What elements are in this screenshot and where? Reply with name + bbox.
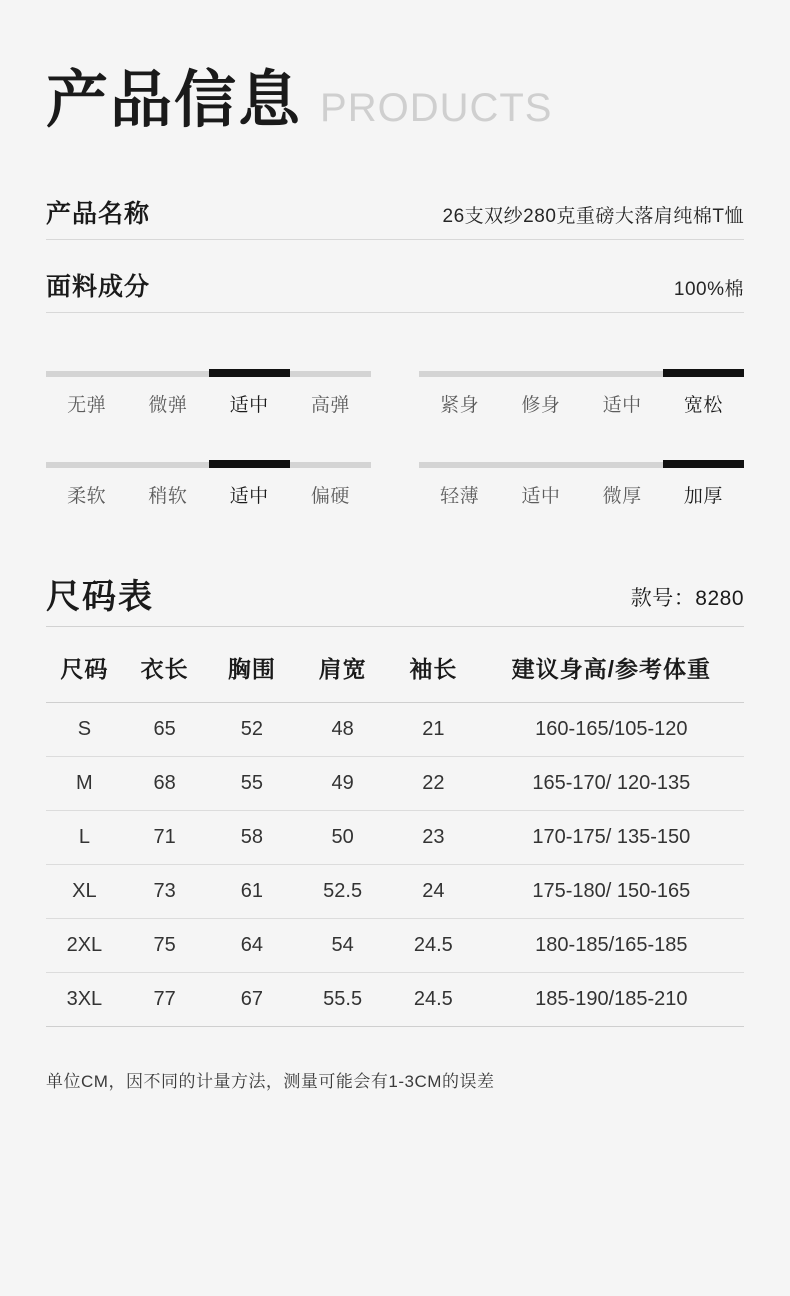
- scale-option: 修身: [521, 395, 561, 416]
- column-header-size: 尺码: [60, 655, 109, 682]
- scale-segment: [500, 462, 581, 468]
- cell-shoulder: 48: [297, 702, 388, 756]
- scale-segment-active: [663, 369, 744, 377]
- scale-option: 无弹: [67, 395, 107, 416]
- cell-sleeve: 22: [388, 756, 479, 810]
- scale-elasticity: [46, 371, 371, 417]
- info-label: 面料成分: [46, 273, 151, 301]
- table-row: [46, 810, 744, 864]
- page-title: 产品信息: [46, 66, 303, 135]
- scale-option: 适中: [521, 486, 561, 507]
- page-header: [0, 0, 790, 135]
- scale-segment-active: [209, 460, 290, 468]
- attribute-scales: [0, 371, 790, 508]
- scale-labels: [46, 390, 371, 417]
- scale-segment: [419, 462, 500, 468]
- style-number: 款号：8280: [630, 586, 744, 610]
- table-row: [46, 864, 744, 918]
- cell-size: M: [46, 756, 123, 810]
- cell-length: 73: [123, 864, 207, 918]
- cell-length: 65: [123, 702, 207, 756]
- scale-option: 偏硬: [310, 486, 350, 507]
- column-header-sleeve: 袖长: [409, 655, 458, 682]
- cell-chest: 52: [207, 702, 298, 756]
- scale-labels: [419, 390, 744, 417]
- scale-option: 高弹: [310, 395, 350, 416]
- cell-length: 71: [123, 810, 207, 864]
- cell-size: XL: [46, 864, 123, 918]
- column-header-chest: 胸围: [227, 655, 276, 682]
- scale-option: 轻薄: [440, 486, 480, 507]
- scale-segment-active: [663, 460, 744, 468]
- cell-recommend: 185-190/185-210: [479, 972, 744, 1026]
- scale-track: [46, 462, 371, 468]
- table-row: [46, 702, 744, 756]
- info-row-product-name: [46, 194, 744, 240]
- scale-thickness: [419, 462, 744, 508]
- scale-segment: [127, 371, 208, 377]
- scale-option: 微弹: [148, 395, 188, 416]
- cell-recommend: 165-170/ 120-135: [479, 756, 744, 810]
- table-header-row: [46, 629, 744, 703]
- cell-length: 75: [123, 918, 207, 972]
- scale-track: [46, 371, 371, 377]
- scale-option: 稍软: [148, 486, 188, 507]
- cell-sleeve: 23: [388, 810, 479, 864]
- scale-segment: [582, 371, 663, 377]
- scale-segment: [582, 462, 663, 468]
- scale-option-selected: 适中: [229, 486, 269, 507]
- scale-segment: [500, 371, 581, 377]
- scale-labels: [419, 481, 744, 508]
- cell-chest: 64: [207, 918, 298, 972]
- cell-size: 2XL: [46, 918, 123, 972]
- product-info-list: [0, 194, 790, 313]
- cell-recommend: 180-185/165-185: [479, 918, 744, 972]
- cell-shoulder: 49: [297, 756, 388, 810]
- info-value: 100%棉: [673, 279, 744, 300]
- info-value: 26支双纱280克重磅大落肩纯棉T恤: [442, 206, 744, 227]
- column-header-shoulder: 肩宽: [318, 655, 367, 682]
- measurement-footnote: 单位CM，因不同的计量方法，测量可能会有1-3CM的误差: [46, 1071, 495, 1091]
- scale-segment: [127, 462, 208, 468]
- scale-track: [419, 462, 744, 468]
- scale-segment: [290, 371, 371, 377]
- page-title-en: PRODUCTS: [320, 86, 553, 130]
- scale-option-selected: 适中: [229, 395, 269, 416]
- cell-size: S: [46, 702, 123, 756]
- size-chart-title: 尺码表: [46, 578, 154, 616]
- cell-shoulder: 55.5: [297, 972, 388, 1026]
- scale-fit: [419, 371, 744, 417]
- cell-recommend: 160-165/105-120: [479, 702, 744, 756]
- scale-option: 紧身: [440, 395, 480, 416]
- cell-sleeve: 24.5: [388, 972, 479, 1026]
- scale-option: 柔软: [67, 486, 107, 507]
- scale-segment: [419, 371, 500, 377]
- table-row: [46, 918, 744, 972]
- cell-recommend: 170-175/ 135-150: [479, 810, 744, 864]
- cell-sleeve: 21: [388, 702, 479, 756]
- scale-segment-active: [209, 369, 290, 377]
- cell-shoulder: 50: [297, 810, 388, 864]
- cell-shoulder: 52.5: [297, 864, 388, 918]
- scale-softness: [46, 462, 371, 508]
- cell-chest: 55: [207, 756, 298, 810]
- cell-chest: 58: [207, 810, 298, 864]
- size-table: [46, 629, 744, 1027]
- scale-option: 微厚: [602, 486, 642, 507]
- size-chart-section: [0, 580, 790, 1027]
- table-row: [46, 972, 744, 1026]
- size-chart-header: [46, 580, 744, 627]
- cell-recommend: 175-180/ 150-165: [479, 864, 744, 918]
- cell-chest: 61: [207, 864, 298, 918]
- cell-length: 77: [123, 972, 207, 1026]
- scale-option: 适中: [602, 395, 642, 416]
- scale-option-selected: 加厚: [683, 486, 723, 507]
- info-row-fabric: [46, 267, 744, 313]
- cell-sleeve: 24.5: [388, 918, 479, 972]
- scale-segment: [290, 462, 371, 468]
- cell-length: 68: [123, 756, 207, 810]
- cell-sleeve: 24: [388, 864, 479, 918]
- cell-size: L: [46, 810, 123, 864]
- scale-option-selected: 宽松: [683, 395, 723, 416]
- column-header-length: 衣长: [140, 655, 189, 682]
- cell-shoulder: 54: [297, 918, 388, 972]
- column-header-recommend: 建议身高/参考体重: [511, 655, 712, 682]
- table-row: [46, 756, 744, 810]
- cell-size: 3XL: [46, 972, 123, 1026]
- cell-chest: 67: [207, 972, 298, 1026]
- info-label: 产品名称: [46, 200, 151, 228]
- scale-track: [419, 371, 744, 377]
- scale-segment: [46, 462, 127, 468]
- scale-labels: [46, 481, 371, 508]
- scale-segment: [46, 371, 127, 377]
